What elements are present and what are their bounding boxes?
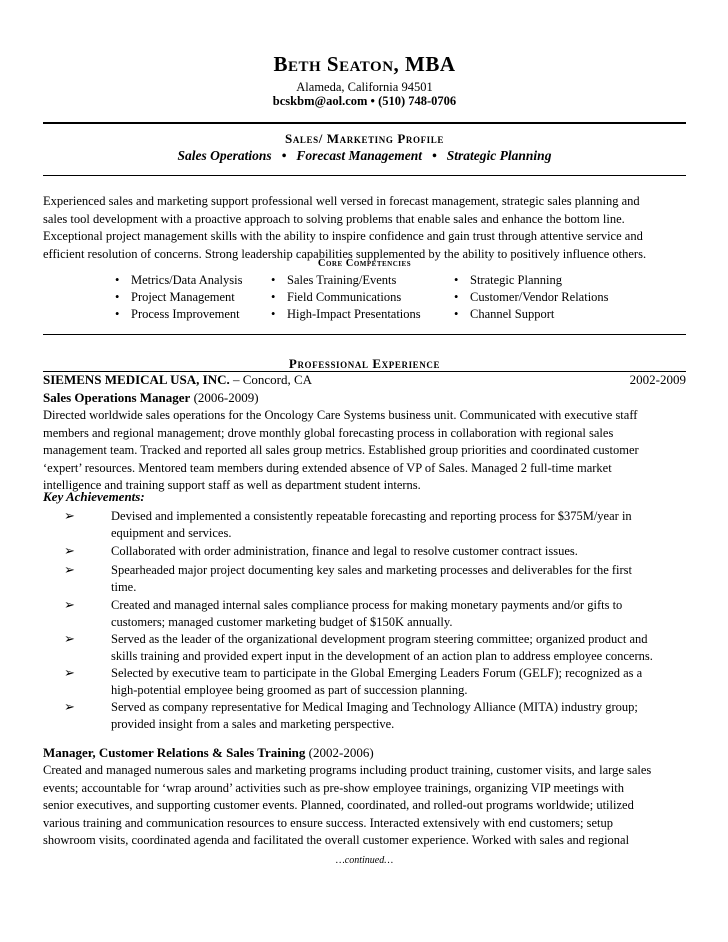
competency-item: • Strategic Planning xyxy=(454,273,562,287)
description-line: showroom visits, coordinated agenda and facilitated the overall customer experience. Worked with sales and regional xyxy=(43,833,630,847)
job-title-text: Manager, Customer Relations & Sales Training xyxy=(43,745,306,760)
summary-line: Exceptional project management skills with the ability to inspire confidence and gain trust through attentive service and xyxy=(43,229,643,243)
achievement-item: Created and managed internal sales compliance process for making monetary payments and/or gifts to customers; managed customer marketing budget of $150K annually. xyxy=(111,598,623,629)
description-line: ‘expert’ resources. Mentored team members during extended absence of VP of Sales. Managed 2 full-time market xyxy=(43,460,612,475)
summary-line: sales tool development with a proactive approach to solving problems that enable sales and enhance the bottom line. xyxy=(43,211,625,226)
achievement-item: Collaborated with order administration, finance and legal to resolve customer contract issues. xyxy=(111,544,578,558)
job-title-text: Sales Operations Manager xyxy=(43,390,191,405)
job-2-description xyxy=(43,762,686,850)
employment-dates: 2002-2009 xyxy=(629,372,686,387)
arrow-bullet-icon: ➢ xyxy=(64,508,75,523)
company-name: SIEMENS MEDICAL USA, INC. xyxy=(43,372,230,387)
arrow-bullet-icon: ➢ xyxy=(64,631,75,646)
competency-item: • Channel Support xyxy=(454,307,555,321)
employer-line xyxy=(43,372,686,388)
description-line: Directed worldwide sales operations for the Oncology Care Systems business unit. Communicated with executive staff xyxy=(43,408,638,422)
job-title-1 xyxy=(43,390,259,406)
bullet-separator: • xyxy=(370,94,375,108)
competencies-column-1 xyxy=(115,272,242,323)
description-line: intelligence and training support staff as well as department student interns. xyxy=(43,478,421,492)
competencies-divider xyxy=(43,334,686,335)
summary-line: efficient resolution of concerns. Strong leadership capabilities supplemented by the ability to positively influence others. xyxy=(43,246,647,261)
competency-item: • Customer/Vendor Relations xyxy=(454,290,609,304)
contact-line xyxy=(43,94,686,109)
company-location: – Concord, CA xyxy=(229,372,313,387)
achievement-item: Spearheaded major project documenting key sales and marketing processes and deliverables for the first time. xyxy=(111,563,632,594)
competencies-column-2 xyxy=(271,272,421,323)
description-line: senior executives, and supporting customer events. Planned, coordinated, and rolled-out programs worldwide; utilized xyxy=(43,798,634,812)
competencies-heading: Core Competencies xyxy=(317,258,412,269)
arrow-bullet-icon: ➢ xyxy=(64,562,75,577)
job-1-description xyxy=(43,407,686,495)
profile-divider xyxy=(43,175,686,176)
achievement-item: Served as company representative for Medical Imaging and Technology Alliance (MITA) industry group; provided insight from a sales and marketing perspective. xyxy=(111,700,638,731)
experience-heading: Professional Experience xyxy=(288,356,441,371)
achievement-item: Devised and implemented a consistently repeatable forecasting and reporting process for $375M/year in equipment and services. xyxy=(111,509,632,540)
arrow-bullet-icon: ➢ xyxy=(64,597,75,612)
description-line: events; accountable for ‘wrap around’ activities such as pre-show employee trainings, organizing VIP meetings with xyxy=(43,780,624,795)
phone-number: (510) 748-0706 xyxy=(378,94,457,108)
email-link[interactable]: bcskbm@aol.com xyxy=(272,94,368,108)
header-divider xyxy=(43,122,686,124)
profile-heading: Sales/ Marketing Profile xyxy=(285,131,444,146)
bullet-separator: • xyxy=(432,148,437,163)
address: Alameda, California 94501 xyxy=(296,80,433,94)
key-achievements-label: Key Achievements: xyxy=(43,489,145,504)
summary-line: Experienced sales and marketing support professional well versed in forecast management, strategic sales planning and xyxy=(43,194,640,208)
continued-marker: …continued… xyxy=(335,855,394,866)
competency-item: • Metrics/Data Analysis xyxy=(115,273,243,287)
arrow-bullet-icon: ➢ xyxy=(64,665,75,680)
profile-summary xyxy=(43,193,686,263)
competency-item: • High-Impact Presentations xyxy=(271,307,421,321)
focus-areas xyxy=(43,148,686,164)
arrow-bullet-icon: ➢ xyxy=(64,543,75,558)
description-line: management team. Tracked and reported all sales group metrics. Established group priorities and coordinated customer xyxy=(43,443,639,457)
focus-sales-operations: Sales Operations xyxy=(177,148,272,163)
competency-item: • Process Improvement xyxy=(115,307,240,321)
focus-strategic-planning: Strategic Planning xyxy=(446,148,552,163)
competency-item: • Project Management xyxy=(115,290,235,304)
description-line: various training and communication resources to ensure success. Interacted extensively with end customers; setup xyxy=(43,815,613,830)
competency-item: • Sales Training/Events xyxy=(271,273,397,287)
bullet-separator: • xyxy=(281,148,287,163)
focus-forecast-management: Forecast Management xyxy=(296,148,423,163)
candidate-name: Beth Seaton, MBA xyxy=(273,52,456,76)
arrow-bullet-icon: ➢ xyxy=(64,699,75,714)
job-title-2 xyxy=(43,745,374,761)
job-period: (2002-2006) xyxy=(305,745,374,760)
description-line: members and regional management; drove monthly global forecasting process in collaboration with regional sales xyxy=(43,425,614,440)
description-line: Created and managed numerous sales and marketing programs including product training, customer visits, and large sales xyxy=(43,763,652,777)
achievement-item: Selected by executive team to participate in the Global Emerging Leaders Forum (GELF); recognized as a high-potential employee being groomed as part of succession planning. xyxy=(111,666,643,697)
job-period: (2006-2009) xyxy=(190,390,259,405)
competencies-column-3 xyxy=(454,272,609,323)
achievement-item: Served as the leader of the organizational development program steering committee; organized product and skills training and provided expert input in the development of an action plan to address employee concerns. xyxy=(111,632,653,663)
competency-item: • Field Communications xyxy=(271,290,402,304)
